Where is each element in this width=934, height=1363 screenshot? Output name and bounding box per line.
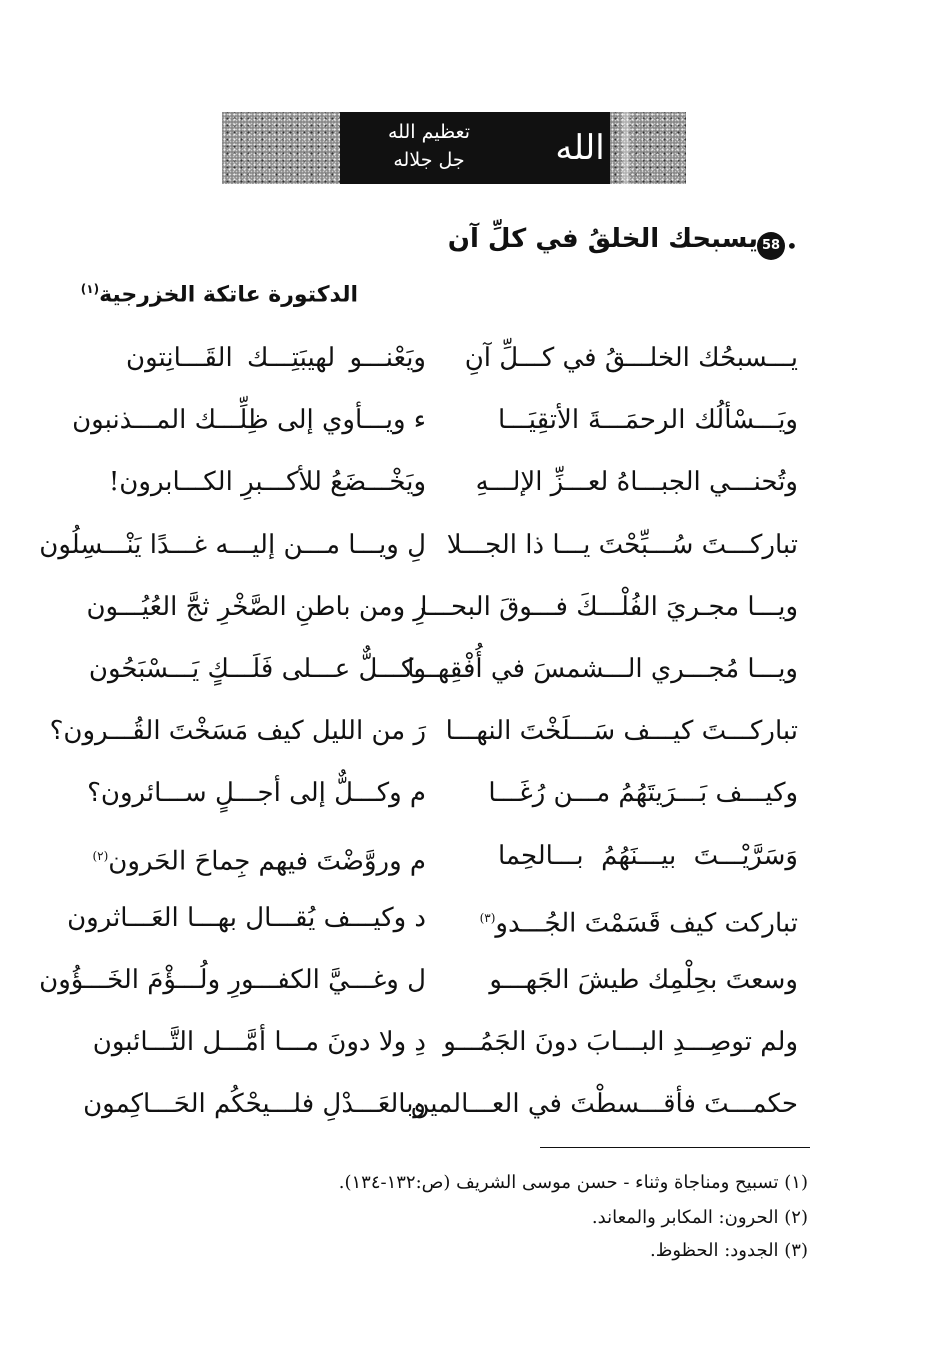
verse-first-hemistich <box>407 651 798 687</box>
verse-text: تباركـــتَ سُـــبِّحْتَ يـــا ذا الجـــلا <box>446 530 798 560</box>
verse-first-hemistich <box>498 402 798 438</box>
verse-first-hemistich <box>479 900 798 942</box>
footnote-marker: (٣) <box>479 911 496 925</box>
verse-text: ل وغـــيَّ الكفـــورِ ولُـــؤْمَ الخَـــؤُون <box>39 965 426 995</box>
allah-calligraphy-logo: الله <box>555 128 605 168</box>
verse-text: وسعتَ بحِلْمِك طيشَ الجَهـــو <box>489 965 798 995</box>
verse-first-hemistich <box>446 527 798 563</box>
verse-text: ويـــا مُجـــري الـــشمسَ في أُفْقِهـــا <box>407 654 798 684</box>
verse-text: وكـــلٌّ عـــلى فَلَـــكٍ يَـــسْبَحُون <box>88 654 426 684</box>
banner-texture-left <box>222 112 340 184</box>
verse-first-hemistich <box>445 713 798 749</box>
verse-first-hemistich <box>464 340 798 376</box>
verse-second-hemistich <box>72 402 426 438</box>
footnote-1: (١) تسبيح ومناجاة وثناء - حسن موسى الشريف (ص:١٣٢-١٣٤). <box>338 1172 808 1193</box>
verse-text: ويَخْـــضَعُ للأكـــبرِ الكـــابرون! <box>108 467 426 497</box>
poem-title: يسبحك الخلقُ في كلِّ آن <box>447 224 758 254</box>
verse-second-hemistich <box>126 340 426 376</box>
verse-text: ويـــا مجـريَ الفُلْـــكَ فـــوقَ البحـــا <box>420 592 798 622</box>
verse-second-hemistich <box>83 1086 426 1122</box>
verse-text: وبالعَـــدْلِ فلـــيحْكُم الحَـــاكِمون <box>83 1089 426 1119</box>
footnote-divider <box>540 1147 810 1148</box>
verse-text: م وروَّضْتَ فيهم جِماحَ الحَرون <box>108 846 426 877</box>
verse-second-hemistich <box>88 651 426 687</box>
verse-text: ويَعْنـــو لهيبَتِـــك القَـــانِتون <box>126 343 426 373</box>
verse-second-hemistich <box>92 838 426 880</box>
verse-text: وتُحنـــي الجبـــاهُ لعـــزِّ الإلـــهِ <box>475 467 798 497</box>
banner-title-line1: تعظيم الله <box>387 121 470 143</box>
verse-second-hemistich <box>39 527 426 563</box>
author-name: الدكتورة عاتكة الخزرجية <box>99 282 358 308</box>
verse-second-hemistich <box>87 775 426 811</box>
verse-text: رِ ومن باطنِ الصَّخْرِ ثجَّ العُيُـــون <box>86 592 426 622</box>
banner-divider <box>622 112 630 184</box>
verse-second-hemistich <box>67 900 426 936</box>
verse-second-hemistich <box>49 713 426 749</box>
footnote-marker: (٢) <box>92 849 109 863</box>
verse-second-hemistich <box>92 1024 426 1060</box>
banner-title <box>345 118 513 174</box>
verse-text: ولم توصِـــدِ البـــابَ دونَ الجَمُـــو <box>443 1027 798 1057</box>
banner-title-line2: جل جلاله <box>393 149 465 171</box>
verse-text: تباركـــتَ كيـــف سَـــلَخْتَ النهـــا <box>445 716 798 746</box>
verse-text: لِ ويـــا مـــن إليـــه غـــدًا يَنْـــسِلُون <box>39 530 426 560</box>
verse-text: ء ويـــأوي إلى ظِلِّـــك المـــذنبون <box>72 405 426 435</box>
poem-author <box>81 282 358 307</box>
footnote-2: (٢) الحرون: المكابر والمعاند. <box>591 1207 808 1228</box>
verse-text: د وكيـــف يُقـــال بهـــا العَـــاثرون <box>67 903 426 933</box>
verse-text: حكمـــتَ فأقـــسطْتَ في العـــالمين <box>410 1089 798 1119</box>
verse-first-hemistich <box>498 838 798 874</box>
verse-text: وَسَرَّيْـــتَ بيـــنَهُمُ بـــالحِما <box>498 841 798 871</box>
verse-text: رَ من الليل كيف مَسَخْتَ القُـــرون؟ <box>49 716 426 746</box>
author-footnote-marker: (١) <box>80 282 100 296</box>
verse-text: ويَـــسْألُك الرحمَـــةَ الأتقِيَـــا <box>498 405 798 435</box>
poem-number-badge: 58 <box>757 232 785 260</box>
verse-second-hemistich <box>39 962 426 998</box>
verse-first-hemistich <box>443 1024 798 1060</box>
verse-first-hemistich <box>475 464 798 500</box>
footnote-3: (٣) الجدود: الحظوظ. <box>649 1240 808 1261</box>
verse-first-hemistich <box>410 1086 798 1122</box>
verse-first-hemistich <box>488 775 798 811</box>
verse-text: دِ ولا دونَ مـــا أمَّـــل التَّـــائبون <box>92 1027 426 1057</box>
ornament-dot: • <box>786 234 798 258</box>
verse-second-hemistich <box>108 464 426 500</box>
verse-first-hemistich <box>420 589 798 625</box>
verse-text: يـــسبحُك الخلـــقُ في كـــلِّ آنِ <box>464 343 798 373</box>
verse-text: م وكـــلٌّ إلى أجـــلٍ ســـائرون؟ <box>87 778 426 808</box>
verse-first-hemistich <box>489 962 798 998</box>
verse-second-hemistich <box>86 589 426 625</box>
verse-text: وكيـــف بَـــرَيتَهُمُ مـــن رُغَـــا <box>488 778 798 808</box>
verse-text: تباركت كيف قَسَمْتَ الجُـــدو <box>495 908 798 939</box>
